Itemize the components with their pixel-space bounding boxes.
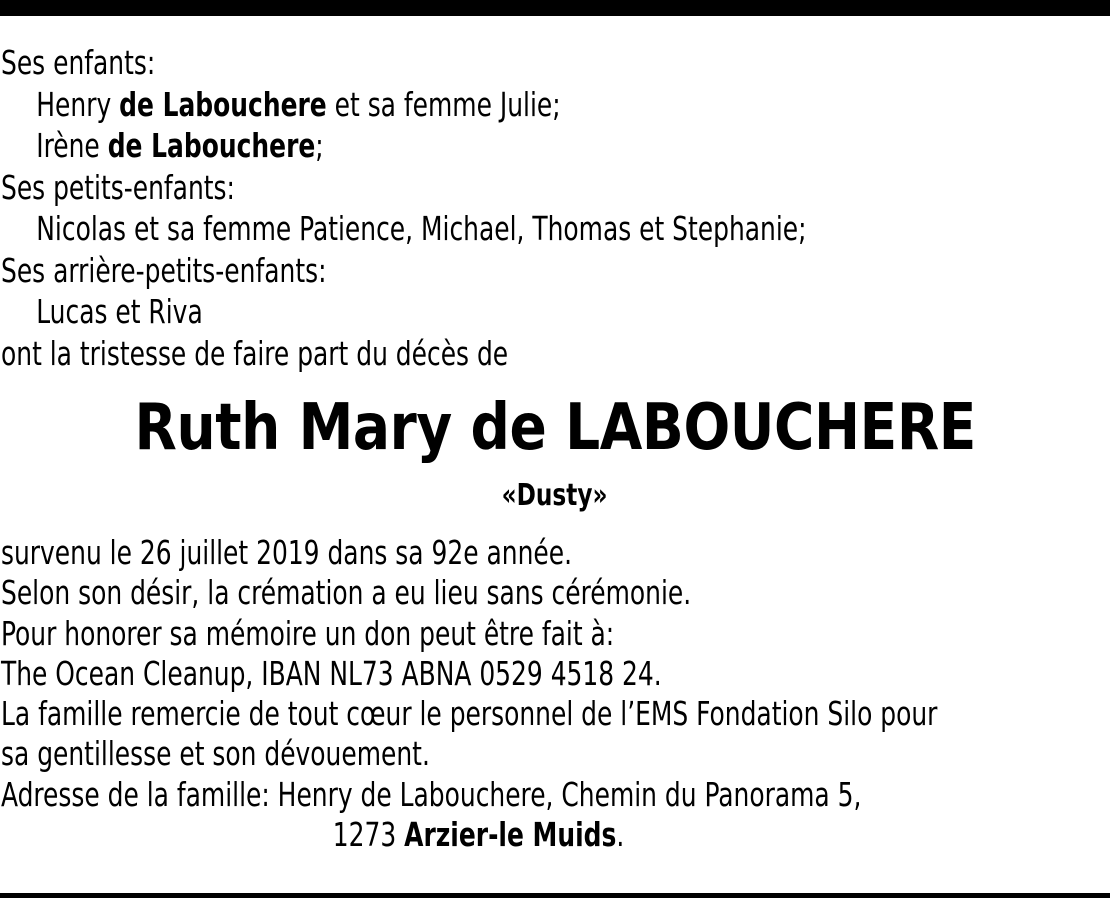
address-end: . (616, 815, 625, 855)
address-city-line (1, 815, 937, 855)
child-first-name: Irène (36, 126, 100, 165)
top-border-rule (0, 0, 1110, 16)
child-rest: et sa femme Julie; (334, 84, 561, 124)
deceased-name-block (0, 388, 1110, 468)
deceased-name: Ruth Mary de LABOUCHERE (134, 391, 976, 465)
details-text (1, 533, 937, 855)
family-list (1, 42, 1110, 374)
great-grandchildren-heading: Ses arrière-petits-enfants: (1, 250, 327, 290)
thanks-line-1: La famille remercie de tout cœur le personnel de l’EMS Fondation Silo pour (1, 694, 938, 734)
donation-target: The Ocean Cleanup, IBAN NL73 ABNA 0529 4518 24. (1, 653, 662, 693)
grandchildren-names: Nicolas et sa femme Patience, Michael, Thomas et Stephanie; (36, 209, 807, 248)
child-rest: ; (315, 126, 324, 165)
children-heading: Ses enfants: (1, 43, 156, 82)
child-line-henry (1, 84, 1110, 126)
child-line-irene (1, 125, 1110, 167)
deceased-nickname-block (0, 476, 1110, 516)
bottom-border-rule (0, 893, 1110, 898)
child-surname: de Labouchere (107, 126, 316, 165)
grandchildren-heading: Ses petits-enfants: (1, 167, 235, 207)
great-grandchildren-names: Lucas et Riva (36, 292, 203, 331)
cremation-line: Selon son désir, la crémation a eu lieu sans cérémonie. (1, 573, 692, 613)
address-postcode: 1273 (332, 815, 397, 855)
announcement-text: ont la tristesse de faire part du décès de (1, 333, 509, 373)
address-line: Adresse de la famille: Henry de Labouchere, Chemin du Panorama 5, (1, 774, 862, 814)
date-line: survenu le 26 juillet 2019 dans sa 92e année. (1, 533, 573, 572)
thanks-line-2: sa gentillesse et son dévouement. (1, 734, 430, 774)
child-surname: de Labouchere (119, 84, 327, 124)
address-city: Arzier-le Muids (404, 815, 617, 855)
child-first-name: Henry (36, 84, 112, 124)
donation-line: Pour honorer sa mémoire un don peut être fait à: (1, 613, 615, 653)
deceased-nickname: «Dusty» (502, 478, 608, 513)
